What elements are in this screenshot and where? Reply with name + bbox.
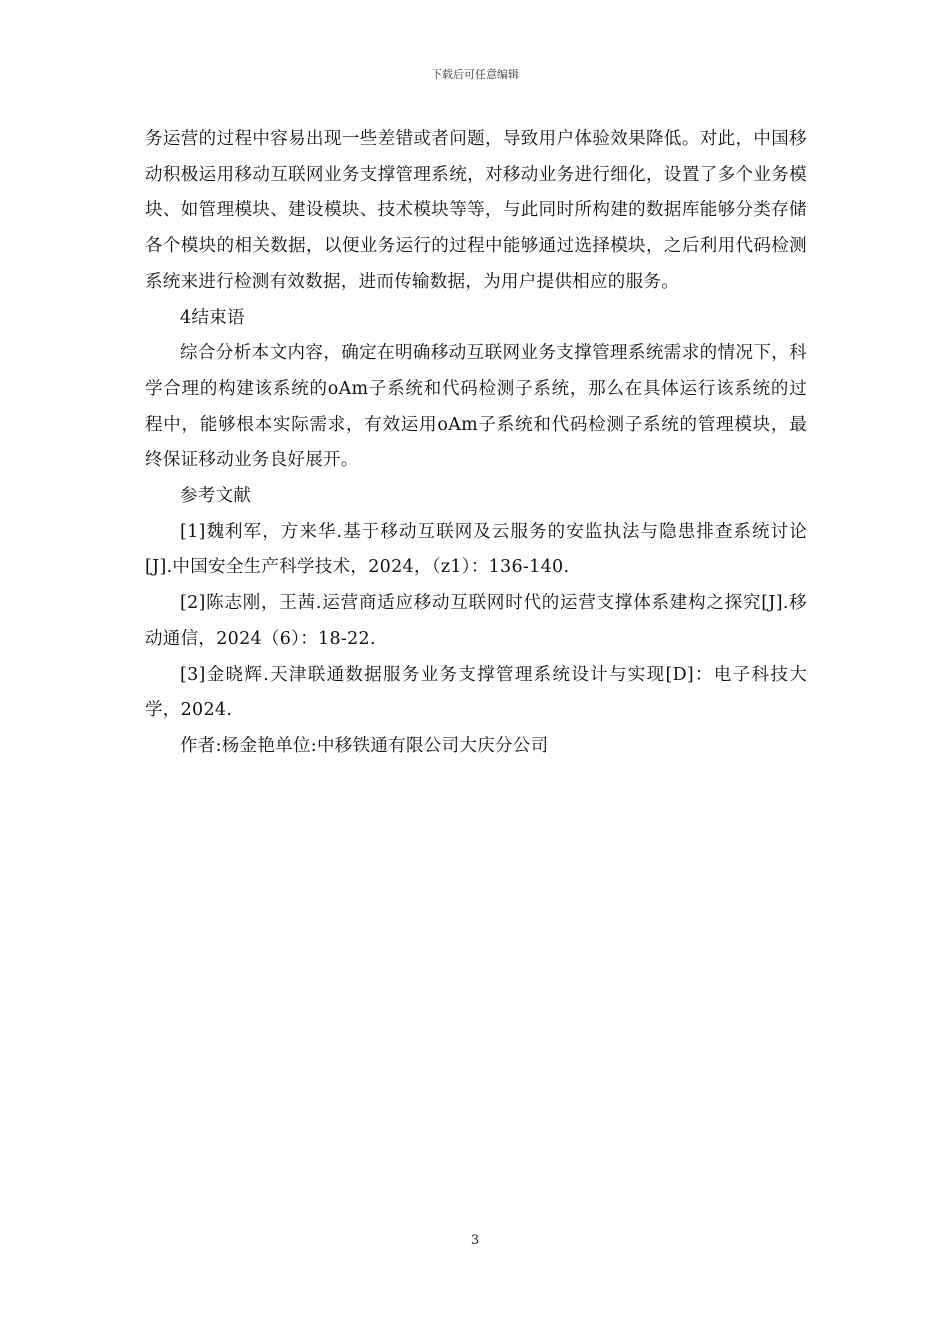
author-affiliation-line: 作者:杨金艳单位:中移铁通有限公司大庆分公司 <box>180 735 549 756</box>
body-paragraph-continued: 务运营的过程中容易出现一些差错或者问题，导致用户体验效果降低。对此，中国移动积极运用移动互联网业务支撑管理系统，对移动业务进行细化，设置了多个业务模块、如管理模块、建设模块、技术模块等等，与此同时所构建的数据库能够分类存储各个模块的相关数据，以便业务运行的过程中能够通过选择模块，之后利用代码检测系统来进行检测有效数据，进而传输数据，为用户提供相应的服务。 <box>145 129 807 292</box>
reference-item-3: [3]金晓辉.天津联通数据服务业务支撑管理系统设计与实现[D]：电子科技大学，2024. <box>145 664 807 721</box>
page-header-note: 下载后可任意编辑 <box>431 68 519 81</box>
page-number: 3 <box>470 1233 480 1248</box>
reference-item-2: [2]陈志刚，王茜.运营商适应移动互联网时代的运营支撑体系建构之探究[J].移动通信，2024（6）：18-22. <box>145 593 807 649</box>
references-heading: 参考文献 <box>180 486 252 507</box>
section-heading-conclusion: 4结束语 <box>180 307 245 328</box>
body-paragraph-conclusion: 综合分析本文内容，确定在明确移动互联网业务支撑管理系统需求的情况下，科学合理的构建该系统的oAm子系统和代码检测子系统，那么在具体运行该系统的过程中，能够根本实际需求，有效运用oAm子系统和代码检测子系统的管理模块，最终保证移动业务良好展开。 <box>145 343 807 471</box>
document-body <box>145 122 807 765</box>
reference-item-1: [1]魏利军，方来华.基于移动互联网及云服务的安监执法与隐患排查系统讨论[J].中国安全生产科学技术，2024，（z1）：136-140. <box>145 521 807 578</box>
